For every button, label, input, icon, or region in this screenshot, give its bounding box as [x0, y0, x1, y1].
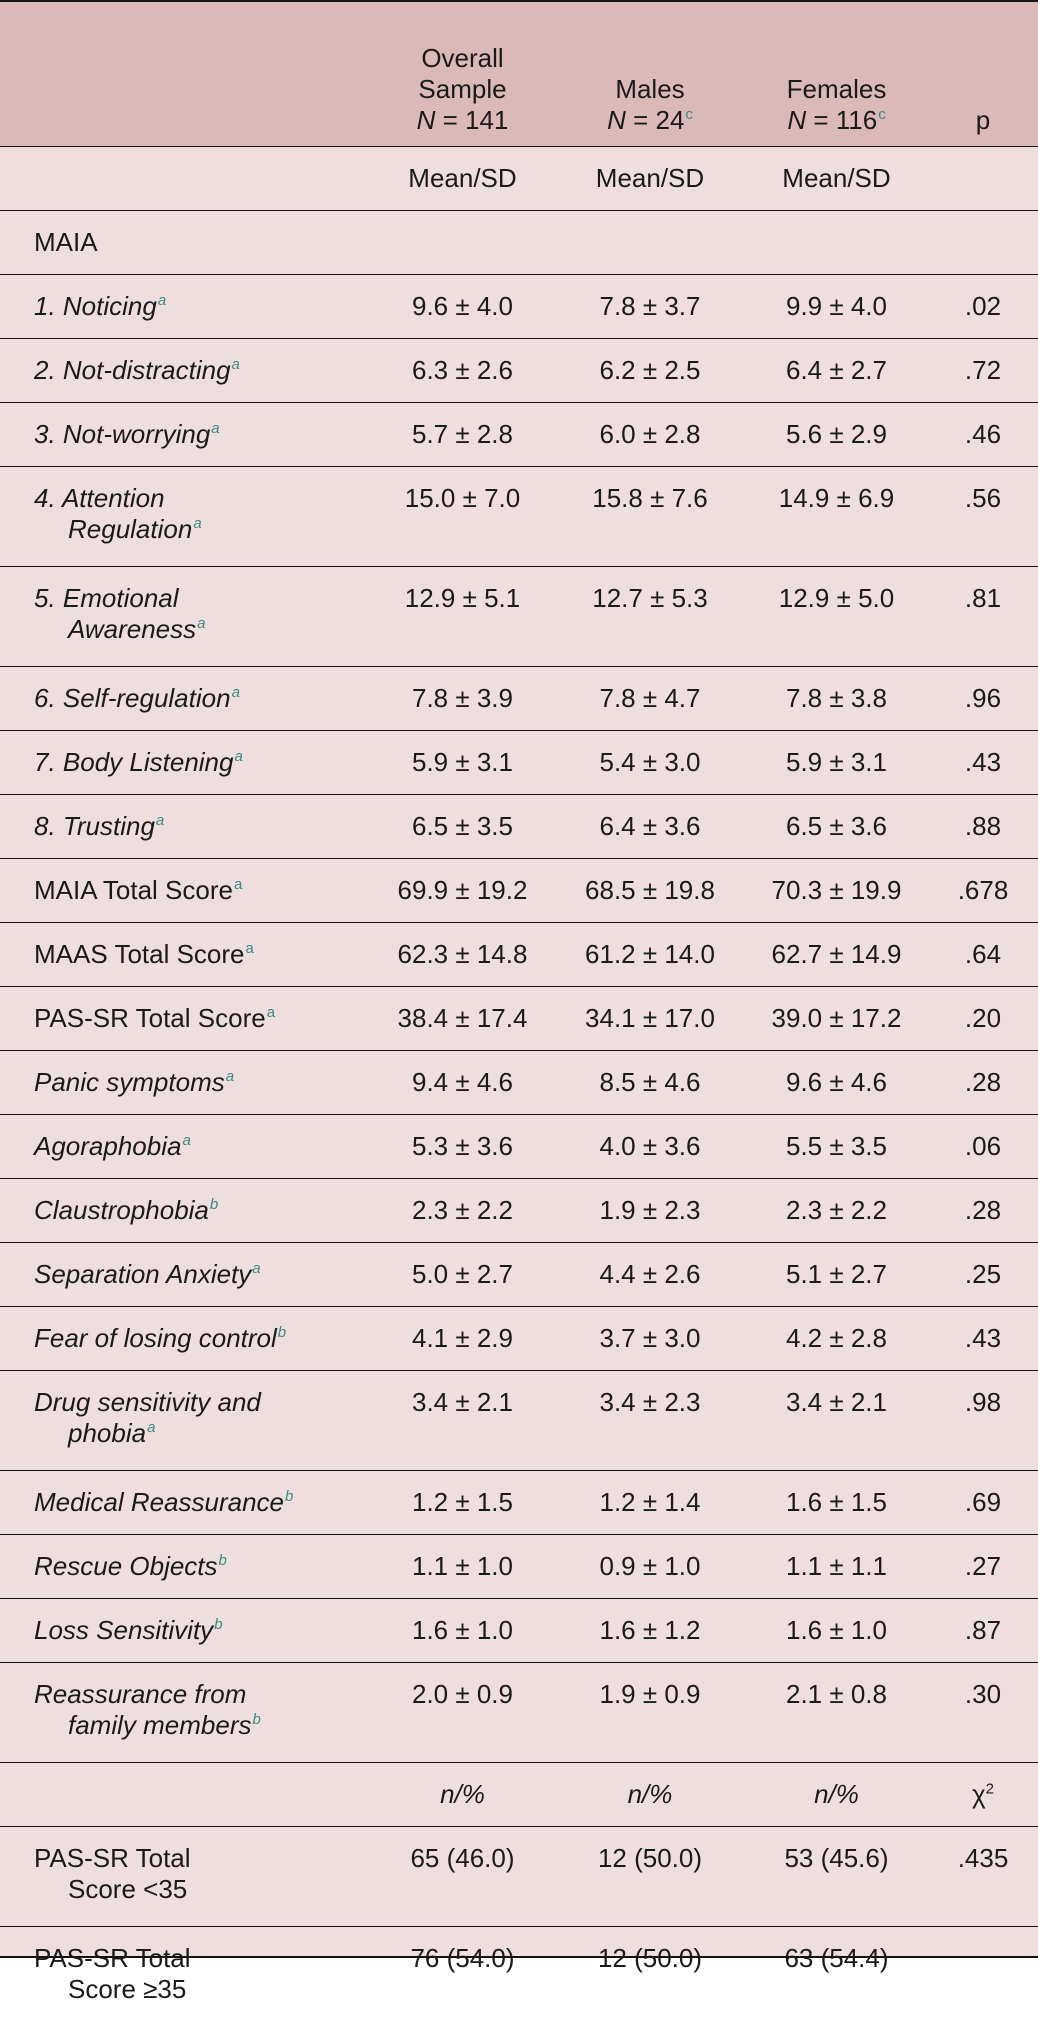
header-females-footnote: c [878, 106, 886, 123]
table-row [0, 1051, 1038, 1115]
row-label [0, 275, 370, 339]
row-footnote: a [232, 356, 240, 373]
results-table [0, 2, 1038, 2026]
header-females [745, 2, 928, 147]
row-label-line2-text: Score ≥35 [68, 1974, 186, 2004]
row-label [0, 1371, 370, 1471]
count-row [0, 1927, 1038, 2026]
row-footnote: b [210, 1196, 218, 1213]
females-value: 4.2 ± 2.8 [745, 1307, 928, 1371]
males-value: 7.8 ± 4.7 [555, 667, 745, 731]
p-value: .20 [928, 987, 1038, 1051]
row-label [0, 795, 370, 859]
p-value: .43 [928, 1307, 1038, 1371]
females-value: 9.6 ± 4.6 [745, 1051, 928, 1115]
header-males-n-label: N [607, 105, 626, 135]
row-label-line2-text: Score <35 [68, 1874, 187, 1904]
females-value: 1.1 ± 1.1 [745, 1535, 928, 1599]
p-value: .28 [928, 1179, 1038, 1243]
overall-value: 69.9 ± 19.2 [370, 859, 555, 923]
table-row [0, 1371, 1038, 1471]
males-value: 0.9 ± 1.0 [555, 1535, 745, 1599]
row-label-line2 [34, 1418, 366, 1449]
count-males: 12 (50.0) [555, 1827, 745, 1927]
males-value: 5.4 ± 3.0 [555, 731, 745, 795]
overall-value: 5.0 ± 2.7 [370, 1243, 555, 1307]
p-value: .27 [928, 1535, 1038, 1599]
p-value: .88 [928, 795, 1038, 859]
table-row [0, 923, 1038, 987]
row-label [0, 859, 370, 923]
overall-value: 12.9 ± 5.1 [370, 567, 555, 667]
females-value: 3.4 ± 2.1 [745, 1371, 928, 1471]
females-value: 12.9 ± 5.0 [745, 567, 928, 667]
subheader-counts-blank [0, 1763, 370, 1827]
p-value: .81 [928, 567, 1038, 667]
table-row [0, 275, 1038, 339]
header-p: p [928, 2, 1038, 147]
count-overall: 76 (54.0) [370, 1927, 555, 2026]
count-overall: 65 (46.0) [370, 1827, 555, 1927]
table-row [0, 1663, 1038, 1763]
overall-value: 5.9 ± 3.1 [370, 731, 555, 795]
header-males-line1: Males [559, 74, 741, 105]
females-value: 5.5 ± 3.5 [745, 1115, 928, 1179]
row-footnote: a [193, 515, 201, 532]
females-value: 5.9 ± 3.1 [745, 731, 928, 795]
row-label-line1: 5. Emotional [34, 583, 179, 613]
row-label [0, 1599, 370, 1663]
males-value: 6.4 ± 3.6 [555, 795, 745, 859]
row-label-line1: 4. Attention [34, 483, 165, 513]
row-label-text: 8. Trusting [34, 811, 155, 841]
row-label-line2 [34, 1874, 366, 1905]
header-females-n-label: N [787, 105, 806, 135]
p-value: .30 [928, 1663, 1038, 1763]
header-males-n-value: = 24 [626, 105, 685, 135]
table-header-row [0, 2, 1038, 147]
row-label-line1: Reassurance from [34, 1679, 246, 1709]
row-label-text: Panic symptoms [34, 1067, 225, 1097]
row-footnote: b [214, 1616, 222, 1633]
count-row-label [0, 1827, 370, 1927]
table-row [0, 403, 1038, 467]
subheader-counts-overall [370, 1763, 555, 1827]
overall-value: 3.4 ± 2.1 [370, 1371, 555, 1471]
males-value: 1.2 ± 1.4 [555, 1471, 745, 1535]
row-footnote: a [156, 812, 164, 829]
table-row [0, 567, 1038, 667]
row-footnote: a [211, 420, 219, 437]
header-overall-line2: Sample [374, 74, 551, 105]
row-label-text: PAS-SR Total Score [34, 1003, 266, 1033]
row-footnote: a [252, 1260, 260, 1277]
table-row [0, 731, 1038, 795]
overall-value: 5.3 ± 3.6 [370, 1115, 555, 1179]
overall-value: 5.7 ± 2.8 [370, 403, 555, 467]
row-label-text: Agoraphobia [34, 1131, 181, 1161]
row-label-line2 [34, 614, 366, 645]
row-label-text: Separation Anxiety [34, 1259, 251, 1289]
males-value: 15.8 ± 7.6 [555, 467, 745, 567]
males-value: 1.9 ± 2.3 [555, 1179, 745, 1243]
row-label [0, 339, 370, 403]
females-value: 2.1 ± 0.8 [745, 1663, 928, 1763]
table-row [0, 1307, 1038, 1371]
subheader-stats-row [0, 147, 1038, 211]
males-value: 4.4 ± 2.6 [555, 1243, 745, 1307]
overall-value: 15.0 ± 7.0 [370, 467, 555, 567]
p-value: .06 [928, 1115, 1038, 1179]
row-footnote: a [197, 615, 205, 632]
females-value: 70.3 ± 19.9 [745, 859, 928, 923]
females-value: 5.1 ± 2.7 [745, 1243, 928, 1307]
table-row [0, 1599, 1038, 1663]
males-value: 8.5 ± 4.6 [555, 1051, 745, 1115]
count-row-label [0, 1927, 370, 2026]
header-overall-n-label: N [417, 105, 436, 135]
row-footnote: a [232, 684, 240, 701]
row-label [0, 1663, 370, 1763]
row-footnote: a [246, 940, 254, 957]
row-label-line2-text: Regulation [68, 514, 192, 544]
row-label-line1: Drug sensitivity and [34, 1387, 261, 1417]
row-footnote: b [252, 1711, 260, 1728]
header-males-footnote: c [685, 106, 693, 123]
row-label-text: Rescue Objects [34, 1551, 218, 1581]
count-males: 12 (50.0) [555, 1927, 745, 2026]
p-value: .98 [928, 1371, 1038, 1471]
overall-value: 4.1 ± 2.9 [370, 1307, 555, 1371]
table-row [0, 1535, 1038, 1599]
row-label [0, 987, 370, 1051]
females-value: 5.6 ± 2.9 [745, 403, 928, 467]
females-value: 1.6 ± 1.5 [745, 1471, 928, 1535]
subheader-overall: Mean/SD [370, 147, 555, 211]
row-label-text: 1. Noticing [34, 291, 157, 321]
table-body [0, 147, 1038, 2026]
count-females: 63 (54.4) [745, 1927, 928, 2026]
p-value: .43 [928, 731, 1038, 795]
row-footnote: a [158, 292, 166, 309]
row-label-line2-text: phobia [68, 1418, 146, 1448]
row-label [0, 1243, 370, 1307]
row-label [0, 1051, 370, 1115]
row-label [0, 1471, 370, 1535]
row-label-line2-text: Awareness [68, 614, 196, 644]
row-label-text: 6. Self-regulation [34, 683, 231, 713]
header-overall-line1: Overall [374, 43, 551, 74]
row-footnote: b [219, 1552, 227, 1569]
females-value: 39.0 ± 17.2 [745, 987, 928, 1051]
row-label-text: MAAS Total Score [34, 939, 245, 969]
p-value: .25 [928, 1243, 1038, 1307]
males-value: 3.4 ± 2.3 [555, 1371, 745, 1471]
row-label-line2 [34, 1710, 366, 1741]
row-label-line2 [34, 514, 366, 545]
subheader-counts-overall-text: n/% [440, 1779, 485, 1809]
subheader-counts-males [555, 1763, 745, 1827]
p-value: .69 [928, 1471, 1038, 1535]
row-label [0, 403, 370, 467]
p-value: .96 [928, 667, 1038, 731]
row-label-text: Loss Sensitivity [34, 1615, 213, 1645]
p-value: .56 [928, 467, 1038, 567]
table-row [0, 339, 1038, 403]
overall-value: 9.6 ± 4.0 [370, 275, 555, 339]
overall-value: 1.6 ± 1.0 [370, 1599, 555, 1663]
table-row [0, 795, 1038, 859]
table-row [0, 987, 1038, 1051]
count-chi-p [928, 1927, 1038, 2026]
section-maia-row [0, 211, 1038, 275]
table-row [0, 1243, 1038, 1307]
count-row [0, 1827, 1038, 1927]
subheader-p-blank [928, 147, 1038, 211]
header-males [555, 2, 745, 147]
subheader-males: Mean/SD [555, 147, 745, 211]
row-footnote: a [234, 748, 242, 765]
females-value: 7.8 ± 3.8 [745, 667, 928, 731]
females-value: 62.7 ± 14.9 [745, 923, 928, 987]
row-label-text: Medical Reassurance [34, 1487, 284, 1517]
subheader-counts-females-text: n/% [814, 1779, 859, 1809]
row-label [0, 667, 370, 731]
row-label-text: Claustrophobia [34, 1195, 209, 1225]
males-value: 61.2 ± 14.0 [555, 923, 745, 987]
row-label-text: 3. Not-worrying [34, 419, 210, 449]
overall-value: 2.0 ± 0.9 [370, 1663, 555, 1763]
females-value: 2.3 ± 2.2 [745, 1179, 928, 1243]
header-females-line1: Females [749, 74, 924, 105]
row-label-text: 2. Not-distracting [34, 355, 231, 385]
subheader-stats-blank [0, 147, 370, 211]
overall-value: 62.3 ± 14.8 [370, 923, 555, 987]
row-footnote: a [226, 1068, 234, 1085]
row-label [0, 467, 370, 567]
chi-superscript: 2 [986, 1780, 994, 1797]
row-footnote: a [147, 1419, 155, 1436]
males-value: 7.8 ± 3.7 [555, 275, 745, 339]
row-footnote: b [278, 1324, 286, 1341]
p-value: .678 [928, 859, 1038, 923]
overall-value: 38.4 ± 17.4 [370, 987, 555, 1051]
overall-value: 2.3 ± 2.2 [370, 1179, 555, 1243]
overall-value: 6.5 ± 3.5 [370, 795, 555, 859]
males-value: 4.0 ± 3.6 [555, 1115, 745, 1179]
p-value: .87 [928, 1599, 1038, 1663]
header-overall-n-value: = 141 [435, 105, 508, 135]
row-footnote: b [285, 1488, 293, 1505]
overall-value: 9.4 ± 4.6 [370, 1051, 555, 1115]
p-value: .28 [928, 1051, 1038, 1115]
table-row [0, 1179, 1038, 1243]
females-value: 1.6 ± 1.0 [745, 1599, 928, 1663]
row-label [0, 1115, 370, 1179]
count-chi-p: .435 [928, 1827, 1038, 1927]
table-row [0, 467, 1038, 567]
header-blank-cell [0, 2, 370, 147]
row-label-text: Fear of losing control [34, 1323, 277, 1353]
males-value: 1.6 ± 1.2 [555, 1599, 745, 1663]
table-row [0, 667, 1038, 731]
row-footnote: a [234, 876, 242, 893]
subheader-counts-males-text: n/% [628, 1779, 673, 1809]
subheader-females: Mean/SD [745, 147, 928, 211]
row-label-text: MAIA Total Score [34, 875, 233, 905]
row-label [0, 1179, 370, 1243]
p-value: .46 [928, 403, 1038, 467]
row-label [0, 731, 370, 795]
males-value: 12.7 ± 5.3 [555, 567, 745, 667]
p-value: .72 [928, 339, 1038, 403]
overall-value: 7.8 ± 3.9 [370, 667, 555, 731]
males-value: 34.1 ± 17.0 [555, 987, 745, 1051]
row-footnote: a [267, 1004, 275, 1021]
p-value: .02 [928, 275, 1038, 339]
females-value: 6.5 ± 3.6 [745, 795, 928, 859]
subheader-chi-square [928, 1763, 1038, 1827]
overall-value: 1.1 ± 1.0 [370, 1535, 555, 1599]
chi-symbol: χ [972, 1779, 986, 1809]
table-row [0, 1115, 1038, 1179]
section-maia-label: MAIA [0, 211, 370, 275]
row-footnote: a [182, 1132, 190, 1149]
males-value: 68.5 ± 19.8 [555, 859, 745, 923]
males-value: 6.2 ± 2.5 [555, 339, 745, 403]
p-value: .64 [928, 923, 1038, 987]
row-label [0, 567, 370, 667]
table-row [0, 1471, 1038, 1535]
row-label-line1: PAS-SR Total [34, 1843, 191, 1873]
row-label [0, 923, 370, 987]
table-row [0, 859, 1038, 923]
overall-value: 6.3 ± 2.6 [370, 339, 555, 403]
row-label-line2-text: family members [68, 1710, 251, 1740]
females-value: 14.9 ± 6.9 [745, 467, 928, 567]
males-value: 3.7 ± 3.0 [555, 1307, 745, 1371]
overall-value: 1.2 ± 1.5 [370, 1471, 555, 1535]
subheader-counts-row [0, 1763, 1038, 1827]
males-value: 6.0 ± 2.8 [555, 403, 745, 467]
count-females: 53 (45.6) [745, 1827, 928, 1927]
row-label-text: 7. Body Listening [34, 747, 233, 777]
header-females-n-value: = 116 [806, 105, 877, 135]
header-overall-sample [370, 2, 555, 147]
subheader-counts-females [745, 1763, 928, 1827]
row-label [0, 1535, 370, 1599]
males-value: 1.9 ± 0.9 [555, 1663, 745, 1763]
row-label-line1: PAS-SR Total [34, 1943, 191, 1973]
row-label [0, 1307, 370, 1371]
females-value: 9.9 ± 4.0 [745, 275, 928, 339]
row-label-line2 [34, 1974, 366, 2005]
females-value: 6.4 ± 2.7 [745, 339, 928, 403]
